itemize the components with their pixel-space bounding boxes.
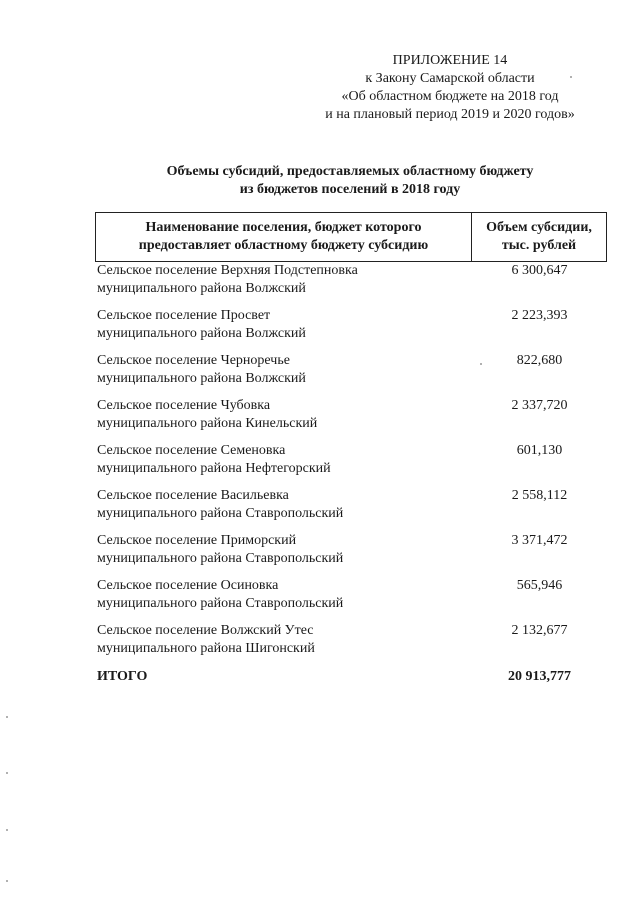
table-row (95, 307, 607, 352)
total-amount: 20 913,777 (508, 669, 571, 684)
subsidy-amount: 565,946 (516, 578, 563, 593)
appendix-law-title: «Об областном бюджете на 2018 год (341, 89, 559, 104)
subsidy-amount: 2 223,393 (511, 308, 568, 323)
document-title (70, 163, 630, 199)
settlement-name: Сельское поселение Осиновка муниципального района Ставропольский (97, 578, 344, 611)
title-line-1: Объемы субсидий, предоставляемых областному бюджету (166, 164, 534, 179)
appendix-law-ref: к Закону Самарской области (365, 71, 535, 86)
settlement-name: Сельское поселение Семеновка муниципального района Нефтегорский (97, 443, 331, 476)
table-row (95, 577, 607, 622)
settlement-name: Сельское поселение Верхняя Подстепновка муниципального района Волжский (97, 263, 358, 296)
settlement-name: Сельское поселение Чубовка муниципального района Кинельский (97, 398, 318, 431)
appendix-law-period: и на плановый период 2019 и 2020 годов» (325, 107, 575, 122)
table-row (95, 262, 607, 307)
settlement-name: Сельское поселение Черноречье муниципального района Волжский (97, 353, 306, 386)
settlement-name: Сельское поселение Васильевка муниципального района Ставропольский (97, 488, 344, 521)
scan-speck (480, 363, 482, 365)
total-label: ИТОГО (97, 669, 148, 684)
table-header (95, 212, 607, 262)
subsidy-amount: 6 300,647 (511, 263, 568, 278)
table-row (95, 442, 607, 487)
settlement-name: Сельское поселение Волжский Утес муниципального района Шигонский (97, 623, 315, 656)
appendix-number: ПРИЛОЖЕНИЕ 14 (392, 53, 508, 68)
settlement-name: Сельское поселение Приморский муниципального района Ставропольский (97, 533, 344, 566)
subsidy-amount: 2 337,720 (511, 398, 568, 413)
subsidy-amount: 822,680 (516, 353, 563, 368)
subsidy-amount: 601,130 (516, 443, 563, 458)
title-line-2: из бюджетов поселений в 2018 году (239, 182, 461, 197)
table-row (95, 352, 607, 397)
table-row (95, 487, 607, 532)
column-header-settlement: Наименование поселения, бюджет которого предоставляет областному бюджету субсидию (96, 213, 472, 261)
settlement-name: Сельское поселение Просвет муниципального района Волжский (97, 308, 306, 341)
scan-speck (6, 829, 8, 831)
table-row (95, 532, 607, 577)
scan-speck (6, 772, 8, 774)
appendix-header (300, 52, 600, 124)
column-header-amount: Объем субсидии, тыс. рублей (486, 220, 592, 253)
scan-speck (570, 76, 572, 78)
total-row (95, 668, 607, 686)
subsidy-amount: 3 371,472 (511, 533, 568, 548)
table-row (95, 622, 607, 667)
scan-speck (6, 716, 8, 718)
subsidy-amount: 2 558,112 (511, 488, 568, 503)
table-row (95, 397, 607, 442)
subsidy-amount: 2 132,677 (511, 623, 568, 638)
scan-speck (6, 880, 8, 882)
subsidies-table (95, 212, 607, 686)
